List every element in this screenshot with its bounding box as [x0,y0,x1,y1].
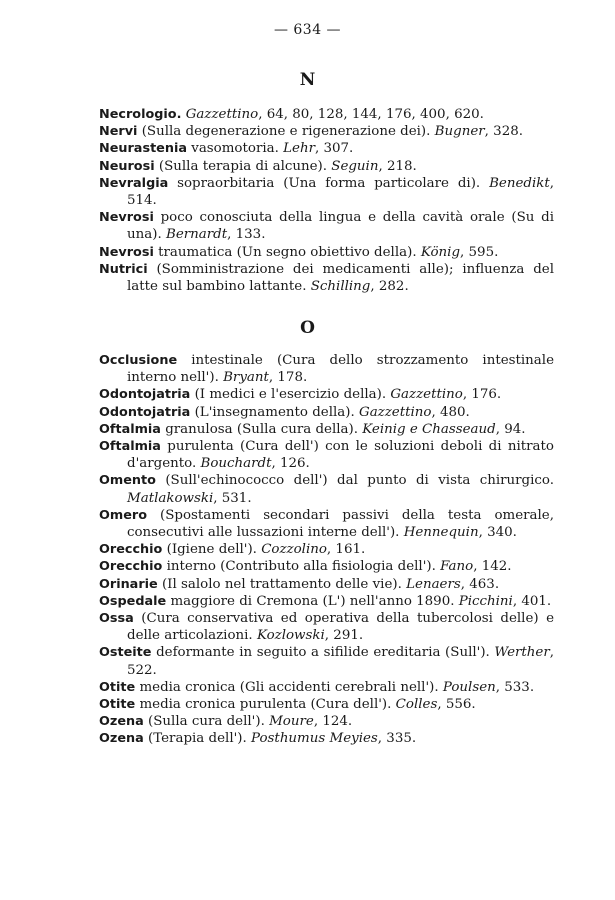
entry-headword: Odontojatria [99,387,191,403]
entry-description: media cronica purulenta (Cura dell'). [135,697,396,713]
entry-pages: , 307. [314,141,354,157]
entry-headword: Nutrici [99,261,148,277]
entry-author: Gazzettino [185,107,259,122]
entry-headword: Orecchio [99,559,163,575]
index-entry [99,352,554,386]
index-entry [99,696,554,713]
entry-pages: , 142. [473,559,512,575]
entry-author: Werther [494,645,550,661]
entry-description: interno (Contributo alla fisiologia dell'). [162,559,441,575]
index-entry [99,472,554,506]
entry-pages: , 335. [377,731,417,747]
entry-description: media cronica (Gli accidenti cerebrali nell'). [135,679,443,695]
entry-description: vasomotoria. [187,141,284,157]
entry-author: Bugner [434,124,485,140]
index-entry [99,438,554,472]
entry-headword: Necrologio. [99,107,182,122]
entry-author: Gazzettino [390,387,463,403]
entry-author: Kozlowski [256,628,325,644]
entry-description: (Il salolo nel trattamento delle vie). [157,576,407,592]
entry-author: König [420,244,461,260]
entry-description: (Sulla degenerazione e rigenerazione dei). [137,124,435,140]
entry-author: Hennequin [403,525,479,541]
index-entry [99,123,554,140]
entry-description: (Igiene dell'). [162,542,262,558]
entry-description: (Somministrazione dei medicamenti alle); influenza del latte sul bambino lattante. [127,261,554,295]
entry-description: traumatica (Un segno obiettivo della). [153,244,421,260]
page-number: — 634 — [273,22,342,38]
entry-headword: Nevrosi [99,244,154,260]
index-entry [99,610,554,644]
entry-pages: , 178. [268,370,308,386]
index-entry [99,175,554,209]
entry-pages: , 533. [495,679,535,695]
index-entry [99,644,554,678]
entry-pages: , 282. [370,279,409,295]
index-entry [99,593,554,610]
entry-headword: Odontojatria [99,404,191,420]
index-entry [99,541,554,558]
entry-headword: Osteite [99,645,152,661]
entry-pages: , 161. [326,542,366,558]
entry-author: Posthumus Meyies [251,731,378,747]
entry-headword: Nervi [99,124,138,140]
entry-pages: , 64, 80, 128, 144, 176, 400, 620. [258,107,484,122]
entry-author: Matlakowski [127,490,214,506]
entry-pages: , 126. [271,456,310,472]
entry-author: Bernardt [165,227,228,243]
index-entry [99,106,554,123]
entry-author: Gazzettino [359,404,432,420]
entry-description: maggiore di Cremona (L') nell'anno 1890. [166,593,459,609]
entry-headword: Ospedale [99,593,167,609]
entry-description: deformante in seguito a sifilide ereditaria (Sull'). [151,645,495,661]
index-entry [99,730,554,747]
entry-headword: Orinarie [99,576,158,592]
entry-pages: , 463. [460,576,500,592]
entry-pages: , 514. [127,175,554,209]
entry-author: Fano [440,559,474,575]
entry-author: Picchini [458,593,513,609]
entry-description: (Cura conservativa ed operativa della tubercolosi delle) e delle articolazioni. [127,611,554,644]
entry-author: Seguin [331,158,379,174]
entry-headword: Ozena [99,714,144,730]
entry-description: (I medici e l'esercizio della). [190,387,391,403]
entry-headword: Ozena [99,731,144,747]
index-entry [99,261,554,295]
entry-author: Bouchardt [200,456,272,472]
entry-author: Keinig e Chasseaud [362,421,496,437]
entry-pages: , 595. [460,244,499,260]
entry-pages: , 556. [437,697,476,713]
entry-description: intestinale (Cura dello strozzamento intestinale interno nell'). [127,353,554,386]
entry-headword: Nevralgia [99,175,169,191]
entry-author: Cozzolino [261,542,327,558]
entry-headword: Omero [99,507,147,523]
entry-author: Colles [395,697,438,713]
entry-description: (L'insegnamento della). [190,404,359,420]
entry-pages: , 401. [512,593,552,609]
entry-description: sopraorbitaria (Una forma particolare di). [168,175,490,191]
entry-author: Benedikt [489,175,550,191]
entry-author: Poulsen [442,679,496,695]
index-entry [99,507,554,541]
index-entry [99,209,554,243]
entry-pages: , 94. [495,421,526,437]
section-letter-o: O [300,318,315,338]
entry-author: Moure [269,714,314,730]
entry-headword: Nevrosi [99,210,154,226]
entry-author: Lehr [283,141,315,157]
entry-description: (Spostamenti secondari passivi della testa omerale, consecutivi alle lussazioni interne dell'). [127,507,554,541]
entry-description: granulosa (Sulla cura della). [160,421,363,437]
index-section-o [99,352,554,748]
entry-pages: , 531. [213,490,252,506]
index-entry [99,244,554,261]
entry-headword: Orecchio [99,542,163,558]
entry-description: (Sull'echinococco dell') dal punto di vista chirurgico. [155,473,554,489]
index-entry [99,576,554,593]
entry-headword: Oftalmia [99,421,161,437]
index-entry [99,404,554,421]
entry-description: purulenta (Cura dell') con le soluzioni deboli di nitrato d'argento. [127,439,554,472]
entry-pages: , 218. [378,158,417,174]
entry-headword: Ossa [99,611,134,627]
index-entry [99,158,554,175]
entry-pages: , 133. [227,227,266,243]
entry-description: (Terapia dell'). [143,731,252,747]
section-letter-n: N [299,70,316,90]
entry-headword: Otite [99,679,136,695]
index-entry [99,713,554,730]
entry-headword: Omento [99,473,156,489]
entry-description: (Sulla cura dell'). [143,714,270,730]
entry-author: Lenaers [406,576,461,592]
entry-author: Schilling [310,279,371,295]
index-entry [99,140,554,157]
entry-author: Bryant [223,370,269,386]
index-entry [99,679,554,696]
index-entry [99,386,554,403]
entry-description: (Sulla terapia di alcune). [154,158,332,174]
entry-headword: Occlusione [99,353,178,368]
index-entry [99,421,554,438]
entry-pages: , 340. [478,525,517,541]
entry-headword: Otite [99,697,136,713]
entry-headword: Neurastenia [99,141,187,157]
entry-pages: , 124. [313,714,353,730]
entry-pages: , 480. [431,404,470,420]
entry-headword: Oftalmia [99,439,161,455]
index-section-n [99,106,554,295]
entry-pages: , 522. [127,645,554,678]
entry-description: poco conosciuta della lingua e della cavità orale (Su di una). [127,210,554,243]
entry-pages: , 291. [324,628,364,644]
index-entry [99,558,554,575]
entry-headword: Neurosi [99,158,155,174]
entry-pages: , 176. [462,387,502,403]
entry-pages: , 328. [484,124,523,140]
